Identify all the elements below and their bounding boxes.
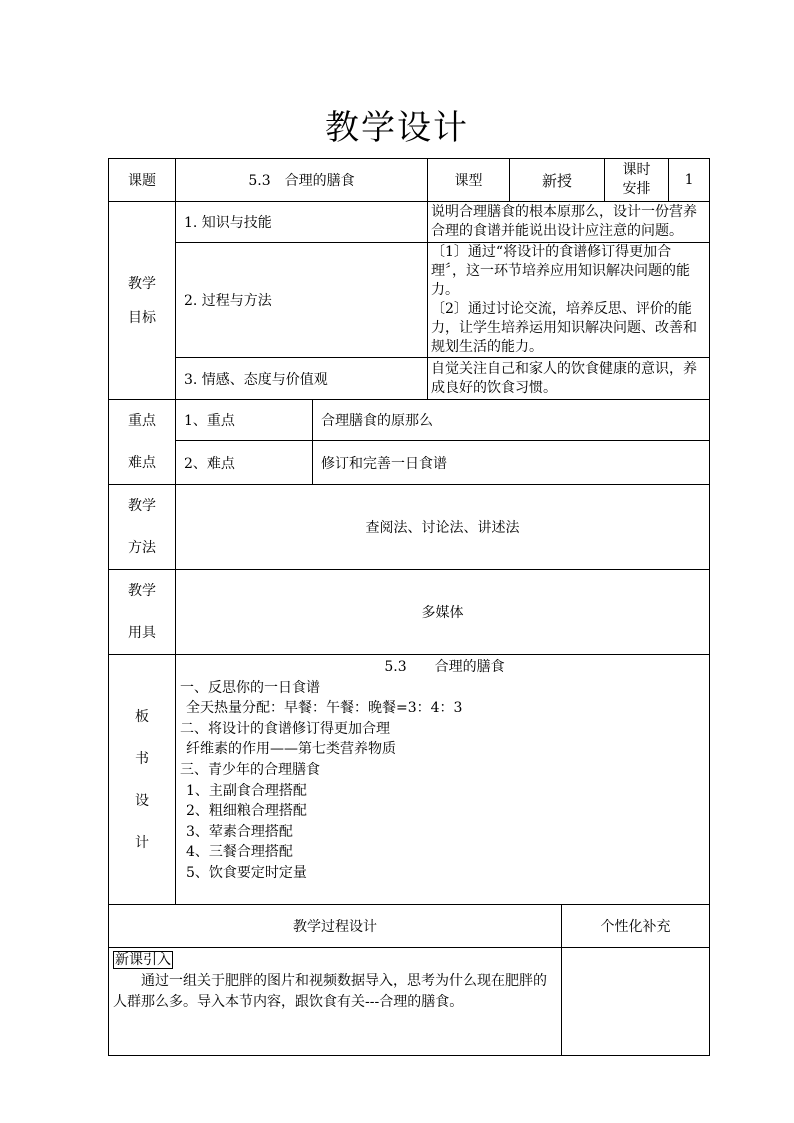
methods-label-line1: 教学 — [128, 498, 156, 514]
board-label-char: 设 — [135, 792, 149, 809]
board-line: 纤维素的作用——第七类营养物质 — [186, 741, 396, 758]
board-label — [109, 655, 176, 905]
objectives-label-line1: 教学 — [128, 275, 156, 292]
objective-knowledge-text: 说明合理膳食的根本原那么，设计一份营养合理的食谱并能说出设计应注意的问题。 — [428, 202, 710, 243]
keypoints-label-line1: 重点 — [128, 413, 156, 429]
board-line: 一、反思你的一日食谱 — [180, 679, 320, 696]
tools-value: 多媒体 — [176, 570, 710, 655]
hours-label — [605, 159, 669, 202]
objective-attitude-text: 自觉关注自己和家人的饮食健康的意识，养成良好的饮食习惯。 — [428, 358, 710, 400]
board-label-char: 计 — [135, 834, 149, 851]
board-content — [176, 655, 710, 905]
objectives-label-line2: 目标 — [128, 309, 156, 326]
board-line: 1、主副食合理搭配 — [186, 782, 307, 799]
board-line: 3、荤素合理搭配 — [186, 823, 293, 840]
board-line: 4、三餐合理搭配 — [186, 844, 293, 861]
methods-value: 查阅法、讨论法、讲述法 — [176, 485, 710, 570]
methods-label — [109, 485, 176, 570]
objective-attitude-name: 3. 情感、态度与价值观 — [176, 358, 428, 400]
hours-label-line1: 课时 — [622, 162, 651, 178]
objective-knowledge-name: 1. 知识与技能 — [176, 202, 428, 243]
keypoint-name: 1、重点 — [176, 400, 313, 441]
type-label: 课型 — [428, 159, 510, 202]
objective-process-text-1: 〔1〕通过“将设计的食谱修订得更加合理〞，这一环节培养应用知识解决问题的能力。 — [431, 244, 691, 298]
objectives-label — [109, 202, 176, 400]
intro-text: 通过一组关于肥胖的图片和视频数据导入，思考为什么现在肥胖的人群那么多。导入本节内容，跟饮食有关---合理的膳食。 — [113, 973, 547, 1010]
objective-process-name: 2. 过程与方法 — [176, 243, 428, 358]
difficulty-text: 修订和完善一日食谱 — [313, 441, 710, 485]
supplement-content — [562, 948, 710, 1056]
lesson-plan-table — [108, 158, 710, 1056]
board-line: 二、将设计的食谱修订得更加合理 — [180, 720, 390, 737]
hours-label-line2: 安排 — [622, 181, 651, 197]
tools-label-line2: 用具 — [128, 625, 156, 641]
type-value: 新授 — [510, 159, 605, 202]
supplement-heading: 个性化补充 — [562, 905, 710, 948]
board-line: 5、饮食要定时定量 — [186, 864, 307, 881]
board-line: 三、青少年的合理膳食 — [180, 761, 320, 778]
tools-label — [109, 570, 176, 655]
board-line: 2、粗细粮合理搭配 — [186, 803, 307, 820]
intro-tag: 新课引入 — [115, 952, 171, 968]
keypoints-label-line2: 难点 — [128, 455, 156, 471]
difficulty-name: 2、难点 — [176, 441, 313, 485]
topic-label: 课题 — [109, 159, 176, 202]
board-title: 5.3 合理的膳食 — [384, 659, 505, 675]
keypoint-text: 合理膳食的原那么 — [313, 400, 710, 441]
keypoints-label — [109, 400, 176, 485]
board-label-char: 板 — [135, 708, 149, 725]
tools-label-line1: 教学 — [128, 583, 156, 599]
board-label-char: 书 — [135, 750, 149, 767]
process-heading: 教学过程设计 — [109, 905, 562, 948]
process-content — [109, 948, 562, 1056]
objective-process-text — [428, 243, 710, 358]
topic-value: 5.3 合理的膳食 — [176, 159, 428, 202]
hours-value: 1 — [669, 159, 710, 202]
methods-label-line2: 方法 — [128, 540, 156, 556]
board-line: 全天热量分配：早餐：午餐：晚餐=3：4：3 — [186, 700, 463, 717]
page-title: 教学设计 — [325, 108, 469, 148]
objective-process-text-2: 〔2〕通过讨论交流，培养反思、评价的能力，让学生培养运用知识解决问题、改善和规划生活的能力。 — [431, 301, 698, 355]
